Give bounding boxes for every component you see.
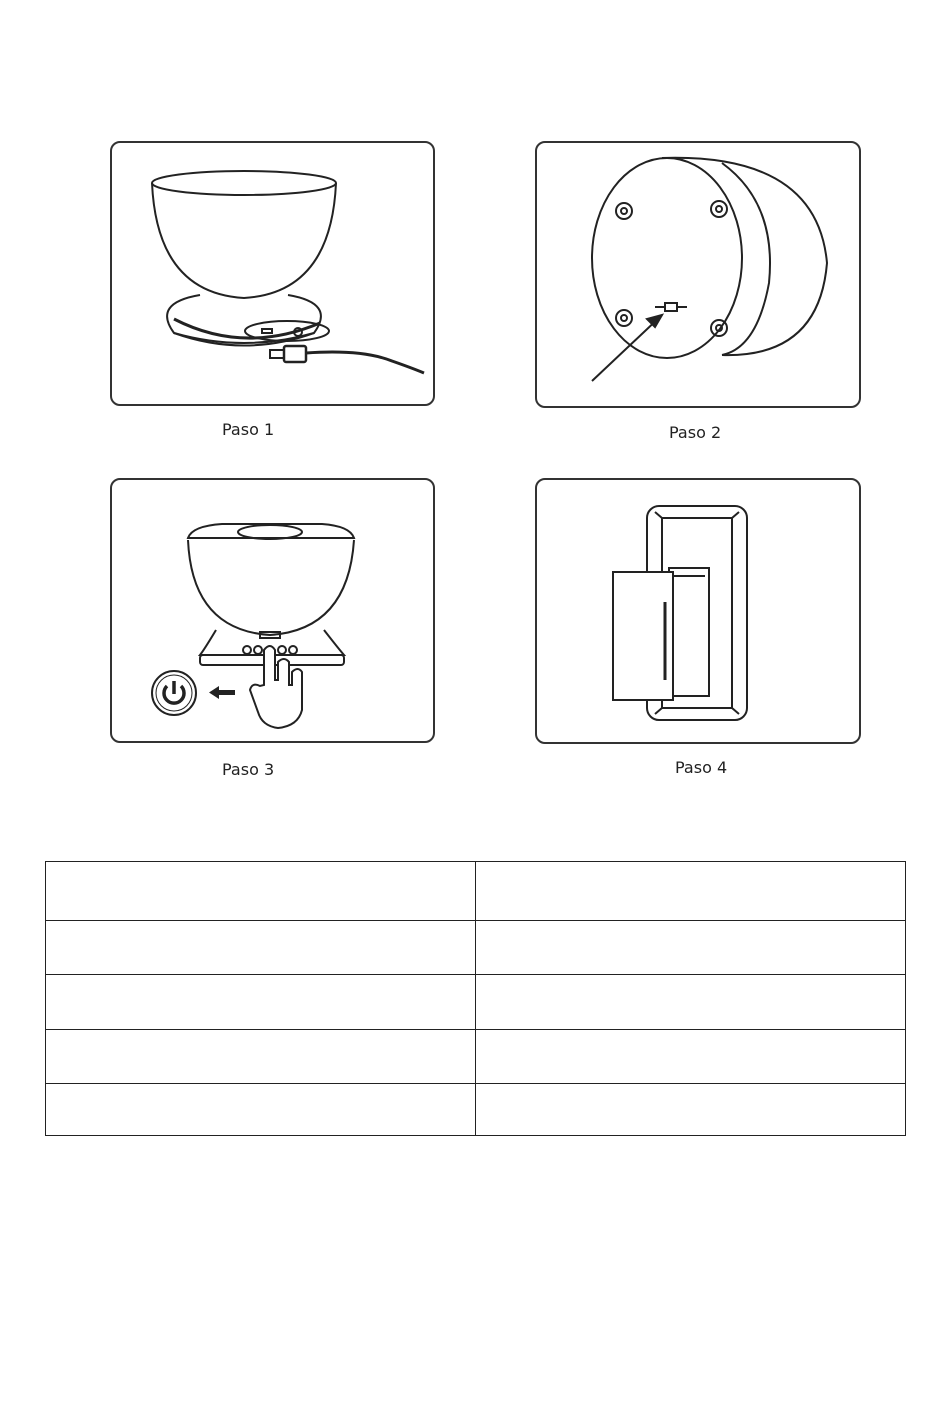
table-row (46, 975, 906, 1030)
step-4-illustration (537, 480, 861, 744)
blank-table (45, 861, 906, 1136)
table-cell (46, 1084, 476, 1136)
table-row (46, 862, 906, 921)
table-cell (46, 975, 476, 1030)
table-cell (46, 1030, 476, 1084)
step-1-caption: Paso 1 (222, 420, 275, 439)
step-3-caption: Paso 3 (222, 760, 275, 779)
power-icon (152, 671, 196, 715)
step-2-illustration (537, 143, 861, 408)
step-3-panel (110, 478, 435, 743)
table-cell (476, 975, 906, 1030)
arrow-left-icon (209, 686, 235, 699)
table-cell (476, 1030, 906, 1084)
step-1-illustration (112, 143, 435, 406)
step-2-caption: Paso 2 (669, 423, 722, 442)
table-cell (46, 862, 476, 921)
step-3-illustration (112, 480, 435, 743)
step-1-panel (110, 141, 435, 406)
table-cell (46, 921, 476, 975)
step-2-panel (535, 141, 861, 408)
step-4-caption: Paso 4 (675, 758, 728, 777)
hand-icon (250, 646, 302, 728)
table-cell (476, 921, 906, 975)
table-cell (476, 862, 906, 921)
step-4-panel (535, 478, 861, 744)
table-cell (476, 1084, 906, 1136)
table-row (46, 1030, 906, 1084)
table-row (46, 921, 906, 975)
table-row (46, 1084, 906, 1136)
